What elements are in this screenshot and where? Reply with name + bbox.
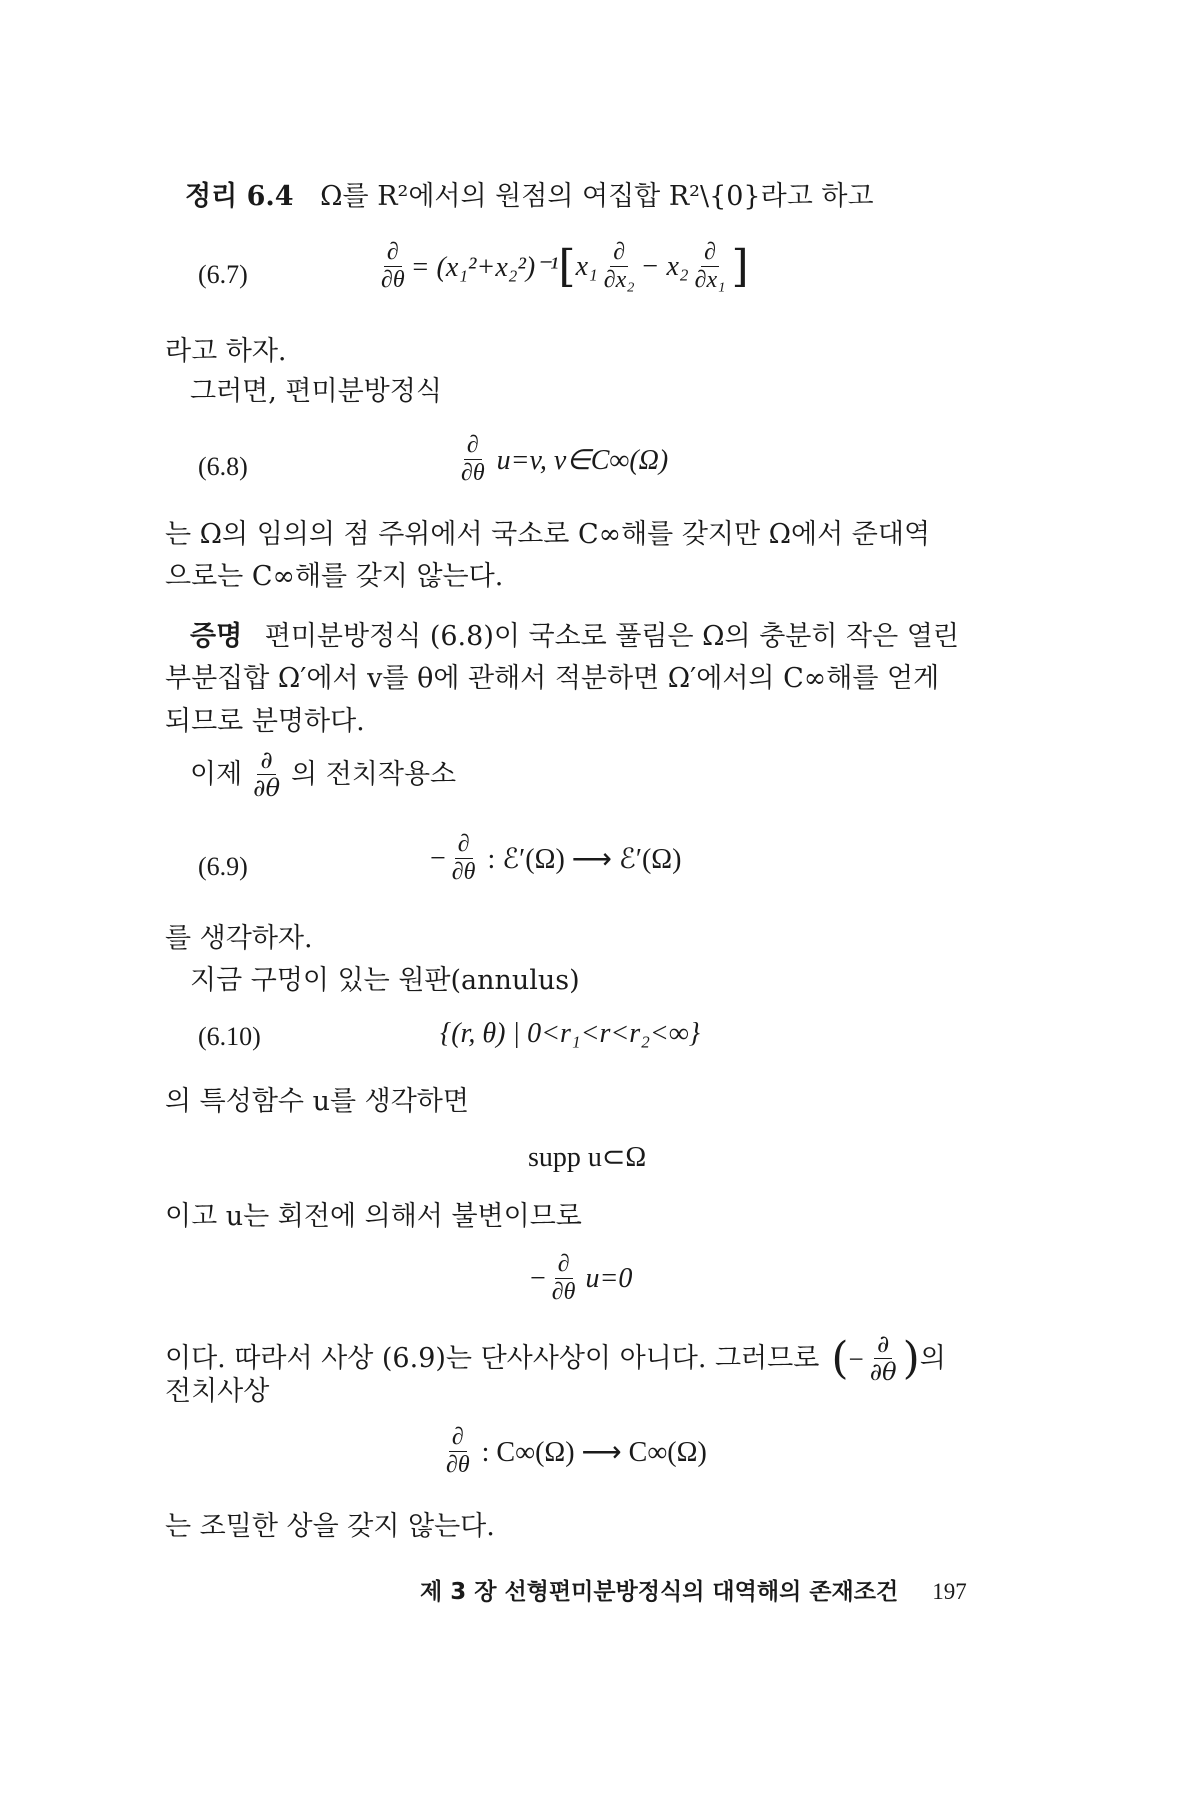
equation-6-9	[430, 832, 681, 885]
bracket-close: ]	[731, 240, 749, 292]
text-final: 는 조밀한 상을 갖지 않는다.	[165, 1511, 495, 1542]
proof-line-3: 되므로 분명하다.	[165, 706, 365, 737]
fraction-d-dx1: $\frac{\partial}{\text{∂x₁}}$	[694, 239, 726, 294]
eq-6-9-rest: : ℰ′(Ω) ⟶ ℰ′(Ω)	[487, 843, 682, 875]
fraction-d-dtheta: $\frac{\partial}{\partial\theta}$	[451, 831, 476, 886]
proof-text-1: 편미분방정식 (6.8)이 국소로 풀림은 Ω의 충분히 작은 열린	[264, 621, 959, 652]
fraction-d-dtheta: $\frac{\partial}{\partial\theta}$	[461, 432, 485, 487]
supp-formula: supp u⊂Ω	[528, 1142, 647, 1173]
footer-chapter: 제 3 장 선형편미분방정식의 대역해의 존재조건	[420, 1579, 899, 1605]
proof-label: 증명	[190, 621, 243, 652]
equation-6-7	[375, 240, 749, 293]
fraction-d-dtheta: $\frac{\partial}{\partial\theta}$	[446, 1424, 470, 1479]
eq-6-7-lhs-tail: = (x₁²+x₂²)⁻¹	[410, 251, 559, 283]
text-characteristic: 의 특성함수 u를 생각하면	[165, 1086, 469, 1117]
text-local-2: 으로는 C∞해를 갖지 않는다.	[165, 561, 504, 592]
text-map-body: 이다. 따라서 사상 (6.9)는 단사사상이 아니다. 그러므로	[165, 1342, 820, 1374]
eq-6-8-number: (6.8)	[198, 452, 248, 481]
equation-zero	[530, 1252, 632, 1305]
minus-sign: −	[848, 1343, 864, 1374]
theorem-label: 정리 6.4	[185, 181, 294, 212]
fraction-d-dtheta: $\frac{\partial}{\partial\theta}$	[551, 1251, 576, 1306]
zero-rest: u=0	[585, 1262, 633, 1294]
text-annulus: 지금 구멍이 있는 원판(annulus)	[190, 965, 580, 996]
fraction-d-dtheta: $\frac{\partial}{\partial\theta}$	[253, 746, 281, 803]
page-number: 197	[932, 1579, 967, 1604]
bracket-open: [	[558, 240, 576, 292]
eq-6-9-number: (6.9)	[198, 852, 248, 881]
text-then: 그러면, 편미분방정식	[190, 376, 442, 407]
last-rest: : C∞(Ω) ⟶ C∞(Ω)	[481, 1436, 707, 1468]
equation-last	[440, 1425, 707, 1478]
text-map-end: 의	[919, 1342, 946, 1374]
equation-6-8	[455, 433, 668, 486]
paren-close: )	[902, 1332, 920, 1384]
text-let: 라고 하자.	[165, 336, 287, 367]
text-rotation: 이고 u는 회전에 의해서 불변이므로	[165, 1201, 582, 1232]
paren-open: (	[831, 1332, 849, 1384]
theorem-text: Ω를 R²에서의 원점의 여집합 R²\{0}라고 하고	[320, 181, 874, 212]
page-footer	[420, 1573, 967, 1606]
equation-6-10	[440, 1018, 700, 1050]
minus-sign: −	[430, 842, 446, 874]
eq-6-8-rest: u=v, v∈C∞(Ω)	[496, 444, 669, 476]
text-now	[190, 748, 456, 801]
text-map	[165, 1332, 946, 1385]
eq-6-7-x1: x₁	[575, 250, 598, 282]
text-now-post: 의 전치작용소	[291, 758, 457, 790]
equation-supp	[528, 1140, 646, 1174]
fraction-d-dtheta: $\frac{\partial}{\partial\theta}$	[381, 239, 405, 294]
minus-sign: −	[530, 1262, 546, 1294]
eq-6-7-number: (6.7)	[198, 260, 248, 289]
text-local-1: 는 Ω의 임의의 점 주위에서 국소로 C∞해를 갖지만 Ω에서 준대역	[165, 519, 931, 550]
text-now-pre: 이제	[190, 758, 243, 790]
text-consider: 를 생각하자.	[165, 923, 313, 954]
theorem-line	[185, 180, 874, 214]
eq-6-10-set: {(r, θ) | 0<r₁<r<r₂<∞}	[440, 1018, 700, 1049]
eq-6-10-number: (6.10)	[198, 1022, 261, 1051]
fraction-d-dx2: $\frac{\partial}{\text{∂x₂}}$	[603, 239, 635, 294]
proof-line-1	[190, 620, 959, 654]
fraction-d-dtheta: $\frac{\partial}{\partial\theta}$	[869, 1330, 897, 1387]
eq-6-7-minus-x2: − x₂	[640, 250, 689, 282]
proof-line-2: 부분집합 Ω′에서 v를 θ에 관해서 적분하면 Ω′에서의 C∞해를 얻게	[165, 663, 940, 694]
text-transpose: 전치사상	[165, 1376, 270, 1407]
